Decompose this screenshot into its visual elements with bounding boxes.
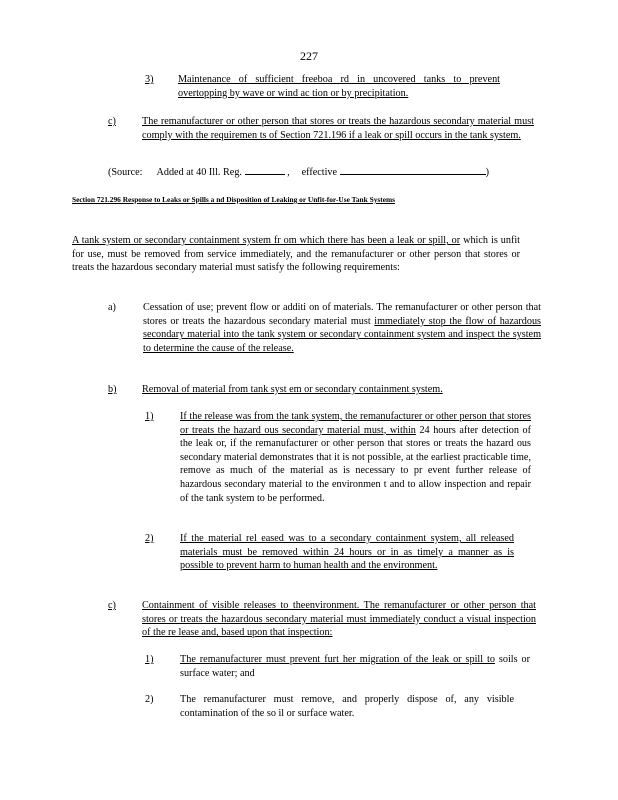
item-c2-1-label: 1) <box>145 654 154 665</box>
source-close: ) <box>485 167 490 178</box>
blank-line <box>245 174 285 175</box>
item-c2-2-label: 2) <box>145 694 154 705</box>
source-comma: , <box>287 167 290 178</box>
page-number: 227 <box>300 49 318 63</box>
intro-paragraph <box>72 234 520 275</box>
item-a-label: a) <box>108 302 116 313</box>
item-b-label: b) <box>108 384 117 395</box>
source-open: (Source: <box>108 167 143 178</box>
item-c2-1-underlined: The remanufacturer must prevent furt her migration of the leak or spill to <box>180 654 495 665</box>
intro-rest: which is unfit for use, must be removed from service immediately, and the remanufacturer or other person that stores or treats the hazardous secondary material must satisfy the following requirements: <box>72 235 520 274</box>
item-b2-text: If the material rel eased was to a secondary containment system, all released materials must be removed within 24 hours or in as timely a manner as is possible to prevent harm to human health and the environment. <box>180 533 514 572</box>
item-3-label: 3) <box>145 74 154 85</box>
section-heading: Section 721.296 Response to Leaks or Spills a nd Disposition of Leaking or Unfit-for-Use Tank Systems <box>72 195 396 204</box>
item-b1-label: 1) <box>145 411 154 422</box>
item-c2-text: Containment of visible releases to theenvironment. The remanufacturer or other person that stores or treats the hazardous secondary material must immediately conduct a visual inspection of the re lease and, based upon that inspection: <box>142 600 536 639</box>
item-b1-plain: 24 hours after detection of the leak or, if the remanufacturer or other person that stores or treats the hazard ous secondary material demonstrates that it is not possible, at the earliest practicable time, remove as much of the material as is necessary to pr event further release of hazardous secondary material to the environmen t and to allow inspection and repair of the tank system to be performed. <box>180 424 532 504</box>
item-b1-text <box>180 410 531 505</box>
item-b-heading: Removal of material from tank syst em or secondary containment system. <box>142 384 443 395</box>
item-a-text <box>143 301 541 355</box>
item-c2-2-text: The remanufacturer must remove, and properly dispose of, any visible contamination of the so il or surface water. <box>180 694 514 719</box>
intro-underlined: A tank system or secondary containment system fr om which there has been a leak or spill, or <box>72 235 461 246</box>
item-c-text: The remanufacturer or other person that stores or treats the hazardous secondary material must comply with the requiremen ts of Section 721.196 if a leak or spill occurs in the tank system. <box>142 116 534 141</box>
source-effective: effective <box>301 167 338 178</box>
item-c2-label: c) <box>108 600 116 611</box>
item-a-plain: Cessation of use; prevent flow or additi on of materials. The remanufacturer or other person that stores or treats the hazardous secondary material must <box>143 302 541 327</box>
item-b2-label: 2) <box>145 533 154 544</box>
item-b1-underlined: If the release was from the tank system, the remanufacturer or other person that stores or treats the hazard ous secondary material must, within <box>180 411 531 436</box>
item-a-underlined: immediately stop the flow of hazardous secondary material into the tank system or secondary containment system and inspect the system to determine the cause of the release. <box>143 315 541 354</box>
source-note <box>108 167 489 178</box>
item-3-text: Maintenance of sufficient freeboa rd in uncovered tanks to prevent overtopping by wave or wind ac tion or by precipitation. <box>178 74 500 99</box>
blank-line <box>340 174 486 175</box>
source-added: Added at 40 Ill. Reg. <box>156 167 242 178</box>
item-c2-1-plain: soils or surface water; and <box>180 654 531 679</box>
item-c2-1-text <box>180 653 530 680</box>
item-c-label: c) <box>108 116 116 127</box>
